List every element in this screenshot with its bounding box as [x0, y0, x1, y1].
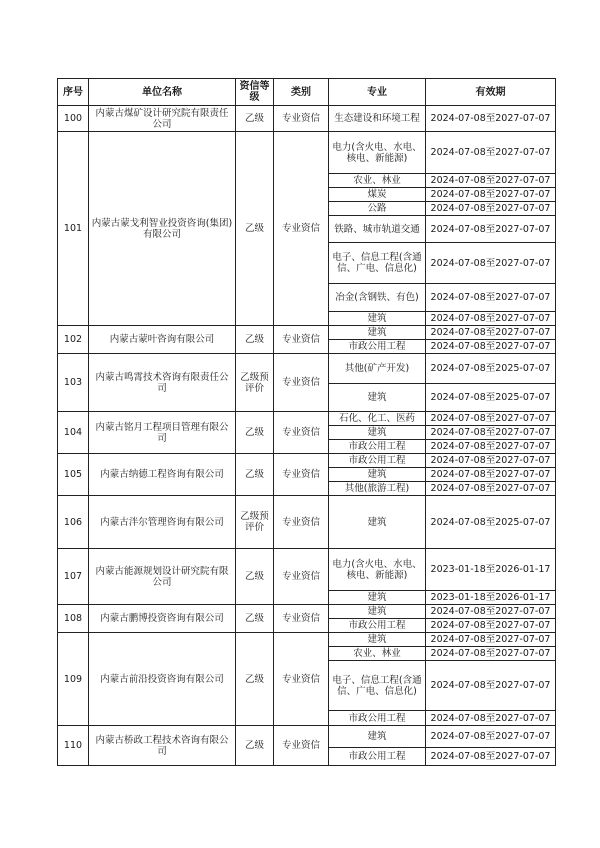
validity-cell: 2024-07-08至2027-07-07 — [426, 174, 556, 188]
major-cell: 建筑 — [329, 496, 426, 549]
validity-cell: 2024-07-08至2027-07-07 — [426, 412, 556, 426]
major-cell: 市政公用工程 — [329, 340, 426, 354]
major-cell: 冶金(含钢铁、有色) — [329, 284, 426, 312]
major-cell: 石化、化工、医药 — [329, 412, 426, 426]
qualification-grade: 乙级 — [236, 132, 274, 326]
table-body — [58, 106, 556, 766]
qualification-category: 专业资信 — [274, 412, 329, 454]
major-cell: 公路 — [329, 202, 426, 216]
major-cell: 电子、信息工程(含通信、广电、信息化) — [329, 661, 426, 711]
row-number: 103 — [58, 354, 89, 412]
major-cell: 市政公用工程 — [329, 748, 426, 766]
validity-cell: 2024-07-08至2027-07-07 — [426, 326, 556, 340]
qualification-grade: 乙级 — [236, 454, 274, 496]
major-cell: 电力(含火电、水电、核电、新能源) — [329, 549, 426, 591]
validity-cell: 2024-07-08至2027-07-07 — [426, 482, 556, 496]
company-name: 内蒙古煤矿设计研究院有限责任公司 — [89, 106, 236, 132]
company-name: 内蒙古桥政工程技术咨询有限公司 — [89, 726, 236, 766]
header-grade: 资信等级 — [236, 79, 274, 106]
validity-cell: 2024-07-08至2027-07-07 — [426, 454, 556, 468]
table-row — [58, 496, 556, 549]
major-cell: 建筑 — [329, 726, 426, 748]
major-cell: 煤炭 — [329, 188, 426, 202]
major-cell: 建筑 — [329, 591, 426, 605]
row-number: 104 — [58, 412, 89, 454]
major-cell: 农业、林业 — [329, 647, 426, 661]
table-row — [58, 354, 556, 384]
company-name: 内蒙古蒙戈利智业投资咨询(集团)有限公司 — [89, 132, 236, 326]
major-cell: 市政公用工程 — [329, 454, 426, 468]
row-number: 101 — [58, 132, 89, 326]
company-name: 内蒙古蒙叶咨询有限公司 — [89, 326, 236, 354]
qualification-category: 专业资信 — [274, 549, 329, 605]
validity-cell: 2024-07-08至2025-07-07 — [426, 384, 556, 412]
qualification-grade: 乙级预评价 — [236, 496, 274, 549]
validity-cell: 2024-07-08至2027-07-07 — [426, 188, 556, 202]
table-row — [58, 549, 556, 591]
qualification-grade: 乙级 — [236, 412, 274, 454]
table-row — [58, 412, 556, 426]
header-major: 专业 — [329, 79, 426, 106]
validity-cell: 2023-01-18至2026-01-17 — [426, 549, 556, 591]
major-cell: 铁路、城市轨道交通 — [329, 216, 426, 243]
table-row — [58, 326, 556, 340]
major-cell: 建筑 — [329, 312, 426, 326]
table-row — [58, 726, 556, 748]
validity-cell: 2024-07-08至2027-07-07 — [426, 243, 556, 284]
row-number: 100 — [58, 106, 89, 132]
validity-cell: 2024-07-08至2027-07-07 — [426, 726, 556, 748]
validity-cell: 2024-07-08至2027-07-07 — [426, 605, 556, 619]
qualification-category: 专业资信 — [274, 326, 329, 354]
major-cell: 市政公用工程 — [329, 619, 426, 633]
validity-cell: 2024-07-08至2027-07-07 — [426, 340, 556, 354]
major-cell: 电力(含火电、水电、核电、新能源) — [329, 132, 426, 174]
table-row — [58, 106, 556, 132]
qualification-grade: 乙级 — [236, 549, 274, 605]
qualification-grade: 乙级 — [236, 605, 274, 633]
company-name: 内蒙古泮尔管理咨询有限公司 — [89, 496, 236, 549]
major-cell: 市政公用工程 — [329, 440, 426, 454]
qualification-grade: 乙级 — [236, 326, 274, 354]
validity-cell: 2024-07-08至2027-07-07 — [426, 216, 556, 243]
header-validity: 有效期 — [426, 79, 556, 106]
major-cell: 其他(矿产开发) — [329, 354, 426, 384]
qualification-grade: 乙级 — [236, 726, 274, 766]
row-number: 110 — [58, 726, 89, 766]
validity-cell: 2024-07-08至2027-07-07 — [426, 647, 556, 661]
company-name: 内蒙古鹏博投资咨询有限公司 — [89, 605, 236, 633]
header-category: 类别 — [274, 79, 329, 106]
validity-cell: 2024-07-08至2025-07-07 — [426, 496, 556, 549]
major-cell: 建筑 — [329, 426, 426, 440]
validity-cell: 2024-07-08至2027-07-07 — [426, 440, 556, 454]
validity-cell: 2024-07-08至2027-07-07 — [426, 284, 556, 312]
major-cell: 建筑 — [329, 468, 426, 482]
qualification-category: 专业资信 — [274, 633, 329, 726]
validity-cell: 2023-01-18至2026-01-17 — [426, 591, 556, 605]
major-cell: 建筑 — [329, 326, 426, 340]
company-name: 内蒙古纳德工程咨询有限公司 — [89, 454, 236, 496]
validity-cell: 2024-07-08至2027-07-07 — [426, 106, 556, 132]
major-cell: 其他(旅游工程) — [329, 482, 426, 496]
major-cell: 市政公用工程 — [329, 711, 426, 726]
major-cell: 农业、林业 — [329, 174, 426, 188]
company-name: 内蒙古铭月工程项目管理有限公司 — [89, 412, 236, 454]
validity-cell: 2024-07-08至2027-07-07 — [426, 711, 556, 726]
validity-cell: 2024-07-08至2027-07-07 — [426, 633, 556, 647]
header-name: 单位名称 — [89, 79, 236, 106]
table-row — [58, 605, 556, 619]
validity-cell: 2024-07-08至2027-07-07 — [426, 202, 556, 216]
validity-cell: 2024-07-08至2027-07-07 — [426, 132, 556, 174]
validity-cell: 2024-07-08至2027-07-07 — [426, 748, 556, 766]
major-cell: 建筑 — [329, 605, 426, 619]
qualification-category: 专业资信 — [274, 605, 329, 633]
company-name: 内蒙古鸣霄技术咨询有限责任公司 — [89, 354, 236, 412]
major-cell: 建筑 — [329, 633, 426, 647]
qualification-category: 专业资信 — [274, 354, 329, 412]
validity-cell: 2024-07-08至2027-07-07 — [426, 312, 556, 326]
row-number: 109 — [58, 633, 89, 726]
validity-cell: 2024-07-08至2027-07-07 — [426, 468, 556, 482]
row-number: 102 — [58, 326, 89, 354]
major-cell: 生态建设和环境工程 — [329, 106, 426, 132]
qualification-grade: 乙级 — [236, 633, 274, 726]
validity-cell: 2024-07-08至2027-07-07 — [426, 619, 556, 633]
company-name: 内蒙古能源规划设计研究院有限公司 — [89, 549, 236, 605]
table-row — [58, 132, 556, 174]
qualification-category: 专业资信 — [274, 106, 329, 132]
qualification-category: 专业资信 — [274, 726, 329, 766]
validity-cell: 2024-07-08至2027-07-07 — [426, 661, 556, 711]
header-row — [58, 79, 556, 106]
major-cell: 电子、信息工程(含通信、广电、信息化) — [329, 243, 426, 284]
major-cell: 建筑 — [329, 384, 426, 412]
validity-cell: 2024-07-08至2025-07-07 — [426, 354, 556, 384]
table-row — [58, 454, 556, 468]
qualification-grade: 乙级 — [236, 106, 274, 132]
qualification-category: 专业资信 — [274, 496, 329, 549]
row-number: 106 — [58, 496, 89, 549]
row-number: 108 — [58, 605, 89, 633]
header-no: 序号 — [58, 79, 89, 106]
validity-cell: 2024-07-08至2027-07-07 — [426, 426, 556, 440]
qualification-table — [57, 78, 556, 766]
qualification-grade: 乙级预评价 — [236, 354, 274, 412]
qualification-category: 专业资信 — [274, 132, 329, 326]
table-row — [58, 633, 556, 647]
company-name: 内蒙古前沿投资咨询有限公司 — [89, 633, 236, 726]
row-number: 107 — [58, 549, 89, 605]
qualification-category: 专业资信 — [274, 454, 329, 496]
row-number: 105 — [58, 454, 89, 496]
